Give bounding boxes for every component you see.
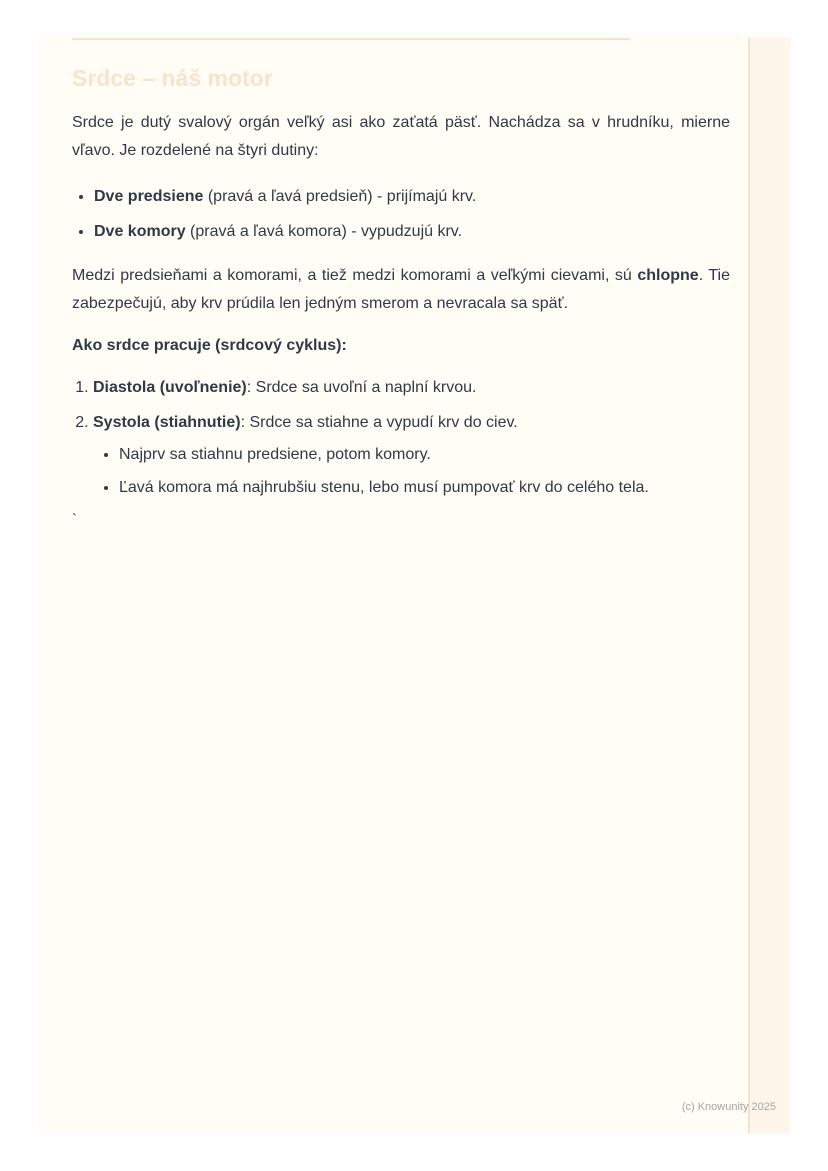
list-item: • Ľavá komora má najhrubšiu stenu, lebo musí pumpovať krv do celého tela. xyxy=(119,474,664,502)
copyright-footer: (c) Knowunity 2025 xyxy=(681,1101,776,1113)
valves-paragraph: Medzi predsieňami a komorami, a tiež medzi komorami a veľkými cievami, sú chlopne. Tie zabezpečujú, aby krv prúdila len jedným smerom a nevracala sa späť. xyxy=(72,267,731,312)
list-item: • Najprv sa stiahnu predsiene, potom komory. xyxy=(119,441,664,469)
cycle-steps-list xyxy=(72,374,730,502)
chambers-list xyxy=(72,183,730,246)
cycle-substeps-list xyxy=(93,441,730,502)
intro-paragraph: Srdce je dutý svalový orgán veľký asi ako zaťatá päsť. Nachádza sa v hrudníku, mierne vľavo. Je rozdelené na štyri dutiny: xyxy=(72,114,730,159)
page-title: Srdce – náš motor xyxy=(72,65,273,91)
list-item xyxy=(93,409,730,502)
step-text: Diastola (uvoľnenie): Srdce sa uvoľní a naplní krvou. xyxy=(93,379,477,396)
document-page-card xyxy=(40,35,790,1133)
step-text: Systola (stiahnutie): Srdce sa stiahne a vypudí krv do ciev. xyxy=(93,414,518,431)
right-margin-strip xyxy=(750,38,790,1133)
stray-backtick-mark: ` xyxy=(72,511,77,528)
list-item: • Dve komory (pravá a ľavá komora) - vypudzujú krv. xyxy=(94,218,730,246)
list-item xyxy=(93,374,730,402)
list-item: • Dve predsiene (pravá a ľavá predsieň) - prijímajú krv. xyxy=(94,183,730,211)
right-accent-rule xyxy=(748,38,750,1133)
document-content xyxy=(72,35,730,530)
cycle-heading: Ako srdce pracuje (srdcový cyklus): xyxy=(72,337,347,354)
